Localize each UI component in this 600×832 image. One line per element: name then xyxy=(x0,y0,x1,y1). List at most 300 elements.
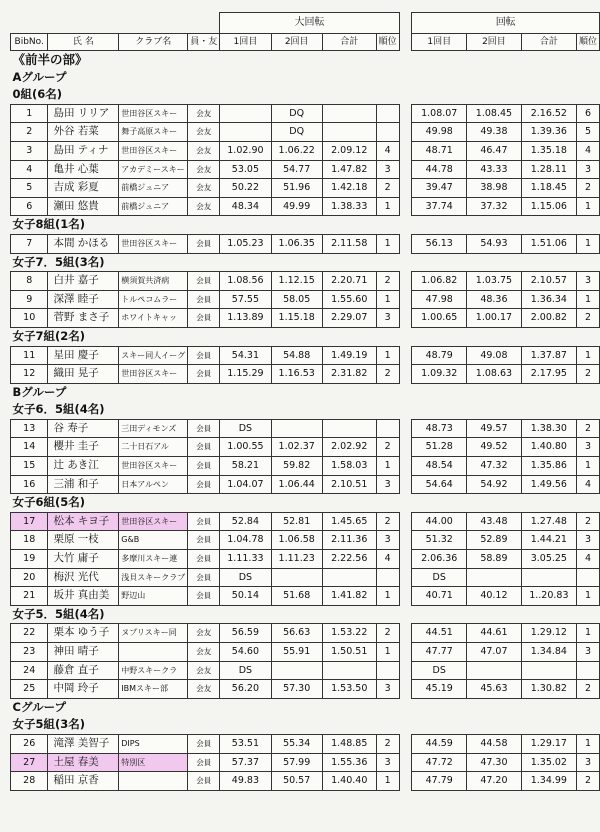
membership-type: 会員 xyxy=(188,512,220,531)
sl-total: 1.18.45 xyxy=(521,179,576,198)
gs-rank: 1 xyxy=(376,772,399,791)
column-gap xyxy=(399,419,412,438)
sl-rank: 6 xyxy=(576,104,599,123)
sl-total: 1.38.30 xyxy=(521,419,576,438)
gs-run2: 1.02.37 xyxy=(271,438,322,457)
club-name: 世田谷区スキー xyxy=(119,365,188,384)
gs-run1 xyxy=(220,104,271,123)
gs-run2: 55.91 xyxy=(271,643,322,662)
section-heading xyxy=(11,383,600,401)
gs-run2: 50.57 xyxy=(271,772,322,791)
athlete-name: 坂井 真由美 xyxy=(48,587,119,606)
gs-run1: 1.11.33 xyxy=(220,550,271,569)
column-gap xyxy=(399,234,412,253)
sl-total: 1.40.80 xyxy=(521,438,576,457)
athlete-name: 栗原 一枝 xyxy=(48,531,119,550)
result-row xyxy=(11,160,600,179)
gs-rank: 3 xyxy=(376,680,399,699)
athlete-name: 藤倉 直子 xyxy=(48,661,119,680)
sl-run2: 49.57 xyxy=(467,419,522,438)
gs-run2: DQ xyxy=(271,104,322,123)
sl-run2: 58.89 xyxy=(467,550,522,569)
membership-type: 会友 xyxy=(188,141,220,160)
sl-total: 1.30.82 xyxy=(521,680,576,699)
athlete-name: 中岡 玲子 xyxy=(48,680,119,699)
column-gap xyxy=(399,475,412,494)
gs-total: 1.50.51 xyxy=(322,643,376,662)
gs-total: 2.11.58 xyxy=(322,234,376,253)
athlete-name: 滝澤 美智子 xyxy=(48,734,119,753)
athlete-name: 櫻井 圭子 xyxy=(48,438,119,457)
gs-run1: 53.51 xyxy=(220,734,271,753)
gs-rank: 1 xyxy=(376,290,399,309)
sl-run2: 1.00.17 xyxy=(467,309,522,328)
athlete-name: 菅野 まさ子 xyxy=(48,309,119,328)
sl-rank: 2 xyxy=(576,179,599,198)
sl-run1: 37.74 xyxy=(412,197,467,216)
sl-run1: 49.98 xyxy=(412,123,467,142)
athlete-name: 吉成 彩夏 xyxy=(48,179,119,198)
sl-run1: 47.79 xyxy=(412,772,467,791)
sl-run2: 54.93 xyxy=(467,234,522,253)
gs-run2: 58.05 xyxy=(271,290,322,309)
sl-run1: 48.79 xyxy=(412,346,467,365)
club-name: 野辺山 xyxy=(119,587,188,606)
gs-run1: 1.05.23 xyxy=(220,234,271,253)
bib-number: 24 xyxy=(11,661,48,680)
gs-total: 1.49.19 xyxy=(322,346,376,365)
membership-type: 会員 xyxy=(188,753,220,772)
membership-type: 会員 xyxy=(188,272,220,291)
column-header: クラブ名 xyxy=(119,34,188,51)
bib-number: 2 xyxy=(11,123,48,142)
result-row xyxy=(11,661,600,680)
membership-type: 会友 xyxy=(188,680,220,699)
column-gap xyxy=(399,309,412,328)
sl-total: 2.10.57 xyxy=(521,272,576,291)
club-name: 前橋ジュニア xyxy=(119,179,188,198)
membership-type: 会友 xyxy=(188,643,220,662)
gs-rank: 3 xyxy=(376,309,399,328)
sl-run1: 48.54 xyxy=(412,457,467,476)
sl-total: 3.05.25 xyxy=(521,550,576,569)
gs-run1: 54.60 xyxy=(220,643,271,662)
gs-total: 2.22.56 xyxy=(322,550,376,569)
club-name: 日本アルペン xyxy=(119,475,188,494)
gs-run2: 1.06.44 xyxy=(271,475,322,494)
gs-run2 xyxy=(271,661,322,680)
membership-type: 会員 xyxy=(188,346,220,365)
sl-run2: 45.63 xyxy=(467,680,522,699)
sl-total: 1.28.11 xyxy=(521,160,576,179)
gs-run1: 50.14 xyxy=(220,587,271,606)
membership-type: 会員 xyxy=(188,734,220,753)
membership-type: 会友 xyxy=(188,624,220,643)
section-heading xyxy=(11,69,600,87)
gs-rank: 2 xyxy=(376,272,399,291)
athlete-name: 土屋 春美 xyxy=(48,753,119,772)
membership-type: 会員 xyxy=(188,438,220,457)
athlete-name: 稲田 京香 xyxy=(48,772,119,791)
section-heading xyxy=(11,253,600,272)
sl-run2: 1.03.75 xyxy=(467,272,522,291)
gs-run2: 57.30 xyxy=(271,680,322,699)
sl-total: 1.27.48 xyxy=(521,512,576,531)
sl-total: 1.29.12 xyxy=(521,624,576,643)
athlete-name: 亀井 心葉 xyxy=(48,160,119,179)
club-name: IBMスキー部 xyxy=(119,680,188,699)
sl-rank: 5 xyxy=(576,123,599,142)
gs-total xyxy=(322,568,376,587)
bib-number: 19 xyxy=(11,550,48,569)
sl-total: 1.44.21 xyxy=(521,531,576,550)
section-label: 女子7組(2名) xyxy=(12,328,86,343)
gs-run2: 1.06.22 xyxy=(271,141,322,160)
membership-type: 会員 xyxy=(188,234,220,253)
sl-run1: 44.00 xyxy=(412,512,467,531)
gs-rank: 2 xyxy=(376,438,399,457)
sl-rank: 3 xyxy=(576,160,599,179)
athlete-name: 白井 嘉子 xyxy=(48,272,119,291)
sl-run1: 39.47 xyxy=(412,179,467,198)
column-gap xyxy=(399,34,412,51)
membership-type: 会員 xyxy=(188,419,220,438)
column-gap xyxy=(399,772,412,791)
gs-run1: 1.15.29 xyxy=(220,365,271,384)
gs-total: 2.20.71 xyxy=(322,272,376,291)
header-row-events xyxy=(11,13,600,34)
club-name: 三田ディモンズ xyxy=(119,419,188,438)
gs-rank: 4 xyxy=(376,141,399,160)
sl-rank xyxy=(576,661,599,680)
column-gap xyxy=(399,512,412,531)
gs-rank xyxy=(376,123,399,142)
club-name: 二十日石アル xyxy=(119,438,188,457)
club-name: DIPS xyxy=(119,734,188,753)
result-row xyxy=(11,680,600,699)
club-name: G&B xyxy=(119,531,188,550)
gs-run2: 51.68 xyxy=(271,587,322,606)
gs-rank: 1 xyxy=(376,643,399,662)
sl-run1: 48.73 xyxy=(412,419,467,438)
sl-rank: 4 xyxy=(576,475,599,494)
result-row xyxy=(11,272,600,291)
membership-type: 会友 xyxy=(188,197,220,216)
gs-run1: 1.04.78 xyxy=(220,531,271,550)
membership-type: 会友 xyxy=(188,661,220,680)
section-label: 《前半の部》 xyxy=(12,52,88,67)
sl-total: 1.34.99 xyxy=(521,772,576,791)
gs-run2: DQ xyxy=(271,123,322,142)
sl-run1: 44.51 xyxy=(412,624,467,643)
column-gap xyxy=(399,587,412,606)
result-row xyxy=(11,309,600,328)
header-blank xyxy=(11,13,220,34)
column-gap xyxy=(399,179,412,198)
gs-total: 2.11.36 xyxy=(322,531,376,550)
sl-total: 1.35.86 xyxy=(521,457,576,476)
membership-type: 会員 xyxy=(188,587,220,606)
column-gap xyxy=(399,550,412,569)
sl-run2: 38.98 xyxy=(467,179,522,198)
column-gap xyxy=(399,272,412,291)
club-name: 世田谷区スキー xyxy=(119,512,188,531)
athlete-name: 松本 キヨ子 xyxy=(48,512,119,531)
result-row xyxy=(11,438,600,457)
athlete-name: 本間 かほる xyxy=(48,234,119,253)
gs-rank: 2 xyxy=(376,512,399,531)
sl-total: 1.35.18 xyxy=(521,141,576,160)
gs-total: 1.45.65 xyxy=(322,512,376,531)
result-row xyxy=(11,346,600,365)
sl-total: 1.39.36 xyxy=(521,123,576,142)
column-gap xyxy=(399,141,412,160)
section-label: Aグループ xyxy=(12,69,67,84)
membership-type: 会員 xyxy=(188,457,220,476)
sl-run1: 1.06.82 xyxy=(412,272,467,291)
result-row xyxy=(11,753,600,772)
result-row xyxy=(11,179,600,198)
sl-rank: 3 xyxy=(576,531,599,550)
sl-run1: 51.28 xyxy=(412,438,467,457)
bib-number: 6 xyxy=(11,197,48,216)
section-label: 女子7．5組(3名) xyxy=(12,254,105,269)
result-row xyxy=(11,550,600,569)
gs-rank: 3 xyxy=(376,160,399,179)
column-gap xyxy=(399,661,412,680)
club-name: 前橋ジュニア xyxy=(119,197,188,216)
column-gap xyxy=(399,290,412,309)
athlete-name: 谷 寿子 xyxy=(48,419,119,438)
column-gap xyxy=(399,624,412,643)
gs-run1: 53.05 xyxy=(220,160,271,179)
sl-total: 2.16.52 xyxy=(521,104,576,123)
sl-run1: 44.59 xyxy=(412,734,467,753)
gs-run1: 56.20 xyxy=(220,680,271,699)
sl-run2 xyxy=(467,661,522,680)
sl-run1: 45.19 xyxy=(412,680,467,699)
sl-total: 1.29.17 xyxy=(521,734,576,753)
bib-number: 15 xyxy=(11,457,48,476)
gs-rank: 1 xyxy=(376,234,399,253)
sl-run1: DS xyxy=(412,568,467,587)
sl-run1: 1.00.65 xyxy=(412,309,467,328)
gs-rank xyxy=(376,419,399,438)
section-heading xyxy=(11,86,600,104)
gs-total: 1.42.18 xyxy=(322,179,376,198)
gs-total: 2.09.12 xyxy=(322,141,376,160)
gs-rank: 2 xyxy=(376,179,399,198)
section-heading xyxy=(11,216,600,235)
gs-total: 1.58.03 xyxy=(322,457,376,476)
gs-run2: 1.11.23 xyxy=(271,550,322,569)
bib-number: 21 xyxy=(11,587,48,606)
sl-total: 2.17.95 xyxy=(521,365,576,384)
athlete-name: 大竹 庸子 xyxy=(48,550,119,569)
sl-rank: 3 xyxy=(576,753,599,772)
sl-run2: 1.08.45 xyxy=(467,104,522,123)
athlete-name: 島田 リリア xyxy=(48,104,119,123)
sl-rank: 3 xyxy=(576,272,599,291)
gs-run2: 56.63 xyxy=(271,624,322,643)
column-header: 1回目 xyxy=(412,34,467,51)
gs-run1: 52.84 xyxy=(220,512,271,531)
club-name: 横須賀共済病 xyxy=(119,272,188,291)
sl-total: 1.36.34 xyxy=(521,290,576,309)
sl-total: 1.15.06 xyxy=(521,197,576,216)
bib-number: 9 xyxy=(11,290,48,309)
athlete-name: 梅沢 光代 xyxy=(48,568,119,587)
result-row xyxy=(11,643,600,662)
column-gap xyxy=(399,13,412,34)
result-row xyxy=(11,141,600,160)
sl-run1: 2.06.36 xyxy=(412,550,467,569)
sl-total: 1.51.06 xyxy=(521,234,576,253)
result-row xyxy=(11,734,600,753)
sl-rank: 1 xyxy=(576,346,599,365)
sl-run2: 49.38 xyxy=(467,123,522,142)
column-header: BibNo. xyxy=(11,34,48,51)
section-heading xyxy=(11,51,600,69)
club-name: スキー同人イーグ xyxy=(119,346,188,365)
club-name: 世田谷区スキー xyxy=(119,141,188,160)
club-name: アカデミースキー xyxy=(119,160,188,179)
gs-run1: 1.00.55 xyxy=(220,438,271,457)
gs-run1 xyxy=(220,123,271,142)
section-label: Bグループ xyxy=(12,384,67,399)
bib-number: 26 xyxy=(11,734,48,753)
result-row xyxy=(11,197,600,216)
result-row xyxy=(11,457,600,476)
sl-total: 1.34.84 xyxy=(521,643,576,662)
sl-run2: 37.32 xyxy=(467,197,522,216)
result-row xyxy=(11,512,600,531)
membership-type: 会友 xyxy=(188,160,220,179)
result-row xyxy=(11,365,600,384)
column-gap xyxy=(399,568,412,587)
club-name: 舞子高原スキー xyxy=(119,123,188,142)
column-gap xyxy=(399,123,412,142)
sl-run1: 44.78 xyxy=(412,160,467,179)
sl-total: 2.00.82 xyxy=(521,309,576,328)
gs-run1: 1.02.90 xyxy=(220,141,271,160)
sl-run2: 46.47 xyxy=(467,141,522,160)
gs-rank: 1 xyxy=(376,346,399,365)
column-gap xyxy=(399,104,412,123)
sl-run2: 44.61 xyxy=(467,624,522,643)
bib-number: 7 xyxy=(11,234,48,253)
sl-rank: 2 xyxy=(576,309,599,328)
sl-run1: 1.08.07 xyxy=(412,104,467,123)
sl-run2: 54.92 xyxy=(467,475,522,494)
sl-rank: 2 xyxy=(576,512,599,531)
gs-rank: 1 xyxy=(376,197,399,216)
gs-total: 1.47.82 xyxy=(322,160,376,179)
gs-total: 1.38.33 xyxy=(322,197,376,216)
gs-total xyxy=(322,661,376,680)
column-header: 順位 xyxy=(376,34,399,51)
membership-type: 会員 xyxy=(188,550,220,569)
sl-total xyxy=(521,568,576,587)
gs-run1: 1.04.07 xyxy=(220,475,271,494)
section-label: 女子5．5組(4名) xyxy=(12,606,105,621)
bib-number: 3 xyxy=(11,141,48,160)
gs-run1: DS xyxy=(220,661,271,680)
sl-rank: 3 xyxy=(576,438,599,457)
sl-run1: 48.71 xyxy=(412,141,467,160)
section-heading xyxy=(11,401,600,419)
result-row xyxy=(11,290,600,309)
membership-type: 会友 xyxy=(188,123,220,142)
sl-run2: 47.30 xyxy=(467,753,522,772)
gs-total: 1.40.40 xyxy=(322,772,376,791)
bib-number: 14 xyxy=(11,438,48,457)
gs-total xyxy=(322,419,376,438)
section-label: 女子6組(5名) xyxy=(12,495,86,510)
bib-number: 18 xyxy=(11,531,48,550)
gs-run1: 58.21 xyxy=(220,457,271,476)
column-header: 1回目 xyxy=(220,34,271,51)
result-row xyxy=(11,772,600,791)
gs-run2: 1.12.15 xyxy=(271,272,322,291)
sl-total: 1.37.87 xyxy=(521,346,576,365)
sl-run1: 47.98 xyxy=(412,290,467,309)
gs-total xyxy=(322,123,376,142)
gs-rank: 2 xyxy=(376,734,399,753)
gs-rank: 1 xyxy=(376,457,399,476)
bib-number: 17 xyxy=(11,512,48,531)
bib-number: 1 xyxy=(11,104,48,123)
gs-total: 2.31.82 xyxy=(322,365,376,384)
results-table xyxy=(10,12,600,791)
gs-run1: 54.31 xyxy=(220,346,271,365)
club-name: 世田谷区スキー xyxy=(119,104,188,123)
gs-rank: 1 xyxy=(376,587,399,606)
column-gap xyxy=(399,643,412,662)
athlete-name: 栗本 ゆう子 xyxy=(48,624,119,643)
athlete-name: 瀬田 悠貴 xyxy=(48,197,119,216)
sl-run2: 43.48 xyxy=(467,512,522,531)
sl-total xyxy=(521,661,576,680)
section-heading xyxy=(11,605,600,624)
gs-rank: 2 xyxy=(376,624,399,643)
sl-total: 1..20.83 xyxy=(521,587,576,606)
section-label: 女子6．5組(4名) xyxy=(12,402,105,417)
sl-rank: 1 xyxy=(576,624,599,643)
membership-type: 会員 xyxy=(188,475,220,494)
column-gap xyxy=(399,160,412,179)
club-name: 中野スキークラ xyxy=(119,661,188,680)
section-heading xyxy=(11,698,600,716)
result-row xyxy=(11,104,600,123)
club-name xyxy=(119,772,188,791)
athlete-name: 外谷 若菜 xyxy=(48,123,119,142)
gs-run2: 57.99 xyxy=(271,753,322,772)
column-gap xyxy=(399,457,412,476)
column-header: 2回目 xyxy=(271,34,322,51)
gs-total: 2.29.07 xyxy=(322,309,376,328)
sl-rank xyxy=(576,568,599,587)
sl-run1: 56.13 xyxy=(412,234,467,253)
sl-rank: 2 xyxy=(576,772,599,791)
gs-run2: 51.96 xyxy=(271,179,322,198)
sl-run1: 1.09.32 xyxy=(412,365,467,384)
gs-run1: 1.13.89 xyxy=(220,309,271,328)
sl-rank: 1 xyxy=(576,234,599,253)
column-header: 氏 名 xyxy=(48,34,119,51)
athlete-name: 島田 ティナ xyxy=(48,141,119,160)
gs-run2 xyxy=(271,419,322,438)
